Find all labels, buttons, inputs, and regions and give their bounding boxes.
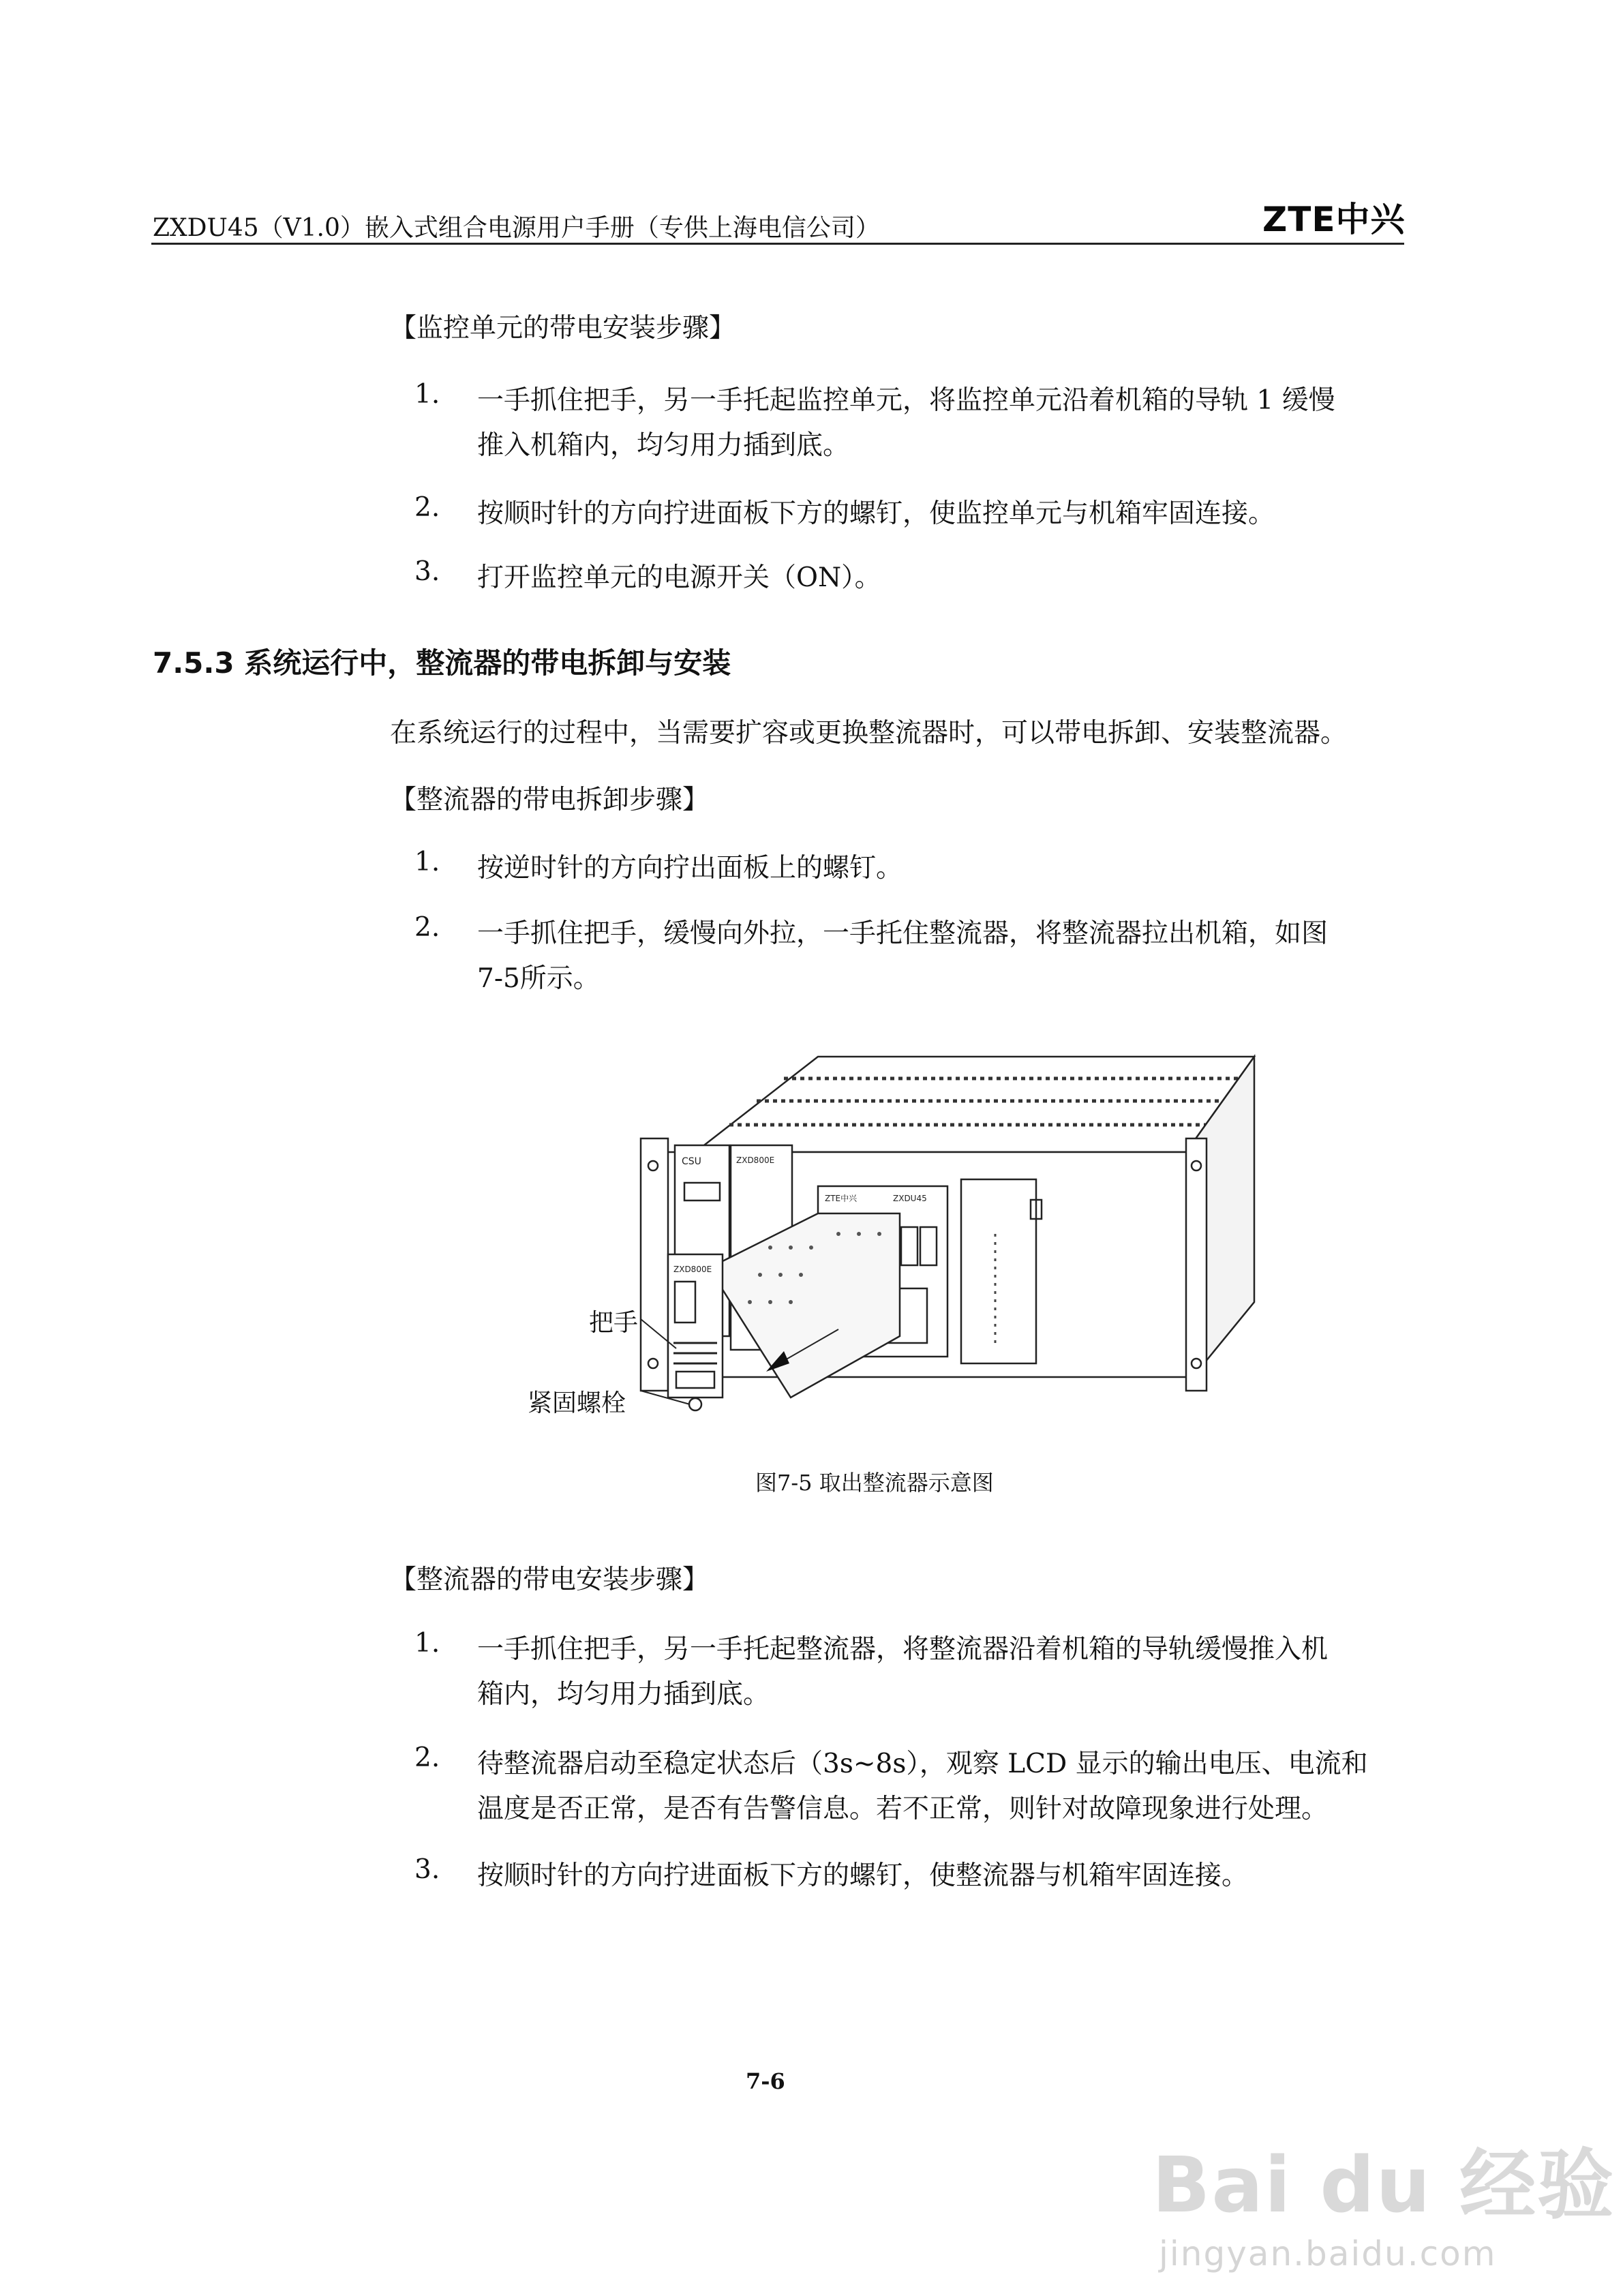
step-text: 打开监控单元的电源开关（ON）。	[477, 562, 881, 593]
step-text: 按逆时针的方向拧出面板上的螺钉。	[477, 853, 903, 883]
section-heading: 7.5.3 系统运行中，整流器的带电拆卸与安装	[153, 646, 731, 680]
step-number: 3.	[414, 1854, 440, 1885]
step-number: 3.	[414, 556, 440, 587]
page-number: 7-6	[746, 2068, 785, 2094]
step-number: 2.	[414, 1742, 440, 1773]
step-text: 温度是否正常，是否有告警信息。若不正常，则针对故障现象进行处理。	[477, 1794, 1329, 1824]
step-number: 1.	[414, 1628, 440, 1659]
csu-panel-label: CSU	[682, 1156, 701, 1167]
step-number: 1.	[414, 847, 440, 877]
step-text: 待整流器启动至稳定状态后（3s~8s），观察 LCD 显示的输出电压、电流和	[477, 1749, 1368, 1779]
header-rule	[151, 243, 1404, 245]
step-text: 箱内，均匀用力插到底。	[477, 1679, 770, 1710]
watermark-url: jingyan.baidu.com	[1159, 2234, 1497, 2274]
bolt-label: 紧固螺栓	[528, 1389, 626, 1417]
step-text: 一手抓住把手，缓慢向外拉，一手托住整流器，将整流器拉出机箱，如图	[477, 918, 1329, 949]
step-text: 推入机箱内，均匀用力插到底。	[477, 430, 850, 461]
step-number: 2.	[414, 912, 440, 943]
section-b-subtitle: 【整流器的带电拆卸步骤】	[390, 785, 710, 815]
rectifier-removal-figure	[613, 1043, 1268, 1438]
step-text: 按顺时针的方向拧进面板下方的螺钉，使整流器与机箱牢固连接。	[477, 1860, 1249, 1891]
watermark-brand: Bai du 经验	[1152, 2141, 1616, 2230]
zxdu-panel-label: ZXDU45	[893, 1194, 927, 1203]
handle-label: 把手	[589, 1309, 639, 1337]
step-number: 2.	[414, 492, 440, 523]
step-text: 7-5所示。	[477, 963, 600, 994]
figure-caption: 图7-5 取出整流器示意图	[755, 1470, 994, 1496]
rectifier-front-label: ZXD800E	[673, 1265, 712, 1274]
step-text: 一手抓住把手，另一手托起整流器，将整流器沿着机箱的导轨缓慢推入机	[477, 1634, 1329, 1665]
panel-logo-label: ZTE中兴	[825, 1194, 858, 1203]
section-c-subtitle: 【整流器的带电安装步骤】	[390, 1565, 710, 1595]
section-intro: 在系统运行的过程中，当需要扩容或更换整流器时，可以带电拆卸、安装整流器。	[390, 718, 1348, 749]
rect-slot-label: ZXD800E	[736, 1155, 775, 1165]
step-text: 按顺时针的方向拧进面板下方的螺钉，使监控单元与机箱牢固连接。	[477, 498, 1275, 529]
zte-logo: ZTE中兴	[1262, 200, 1406, 239]
step-text: 一手抓住把手，另一手托起监控单元，将监控单元沿着机箱的导轨 1 缓慢	[477, 385, 1335, 416]
step-number: 1.	[414, 379, 440, 410]
section-a-subtitle: 【监控单元的带电安装步骤】	[390, 313, 736, 344]
baidu-watermark	[1152, 2124, 1615, 2274]
header-title: ZXDU45（V1.0）嵌入式组合电源用户手册（专供上海电信公司）	[153, 214, 880, 242]
